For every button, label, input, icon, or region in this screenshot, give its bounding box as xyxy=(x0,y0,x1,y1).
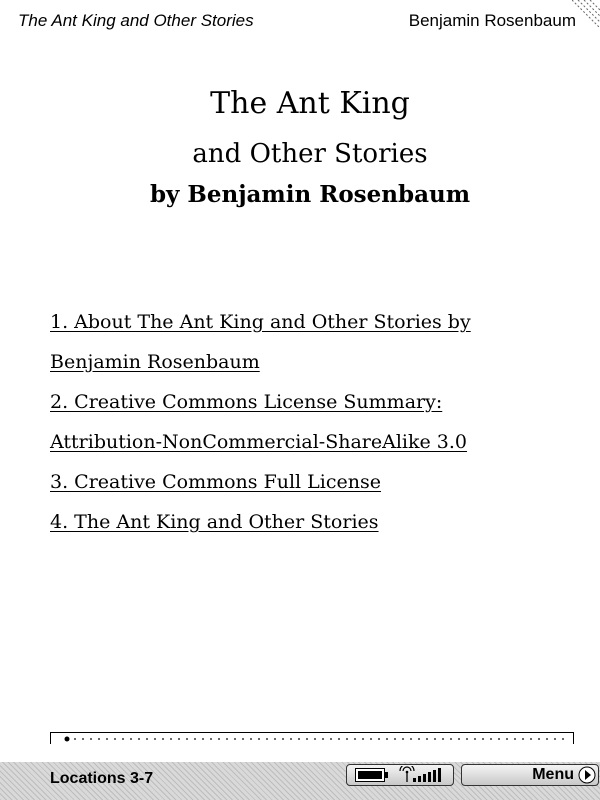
progress-track-dot xyxy=(354,738,356,740)
book-byline: by Benjamin Rosenbaum xyxy=(149,181,471,208)
progress-track-dot xyxy=(202,738,204,740)
table-of-contents xyxy=(50,302,570,542)
progress-track-dot xyxy=(170,738,172,740)
toc-link-stories[interactable] xyxy=(50,502,570,542)
progress-track-dot xyxy=(426,738,428,740)
book-title: The Ant King xyxy=(210,86,410,121)
toc-link-about-line2: Benjamin Rosenbaum xyxy=(50,351,260,373)
toc-link-stories-label: 4. The Ant King and Other Stories xyxy=(50,511,379,533)
menu-button[interactable] xyxy=(461,764,599,786)
toc-link-about[interactable] xyxy=(50,302,570,342)
progress-track-dot xyxy=(474,738,476,740)
locations-indicator: Locations 3-7 xyxy=(50,770,154,787)
progress-track-dot xyxy=(122,738,124,740)
progress-track-dot xyxy=(434,738,436,740)
progress-track-dot xyxy=(106,738,108,740)
progress-track-dot xyxy=(442,738,444,740)
progress-track-dot xyxy=(234,738,236,740)
progress-track-dot xyxy=(498,738,500,740)
progress-track-dot xyxy=(490,738,492,740)
device-status-indicator xyxy=(346,764,454,786)
progress-track-dot xyxy=(386,738,388,740)
progress-track-dot xyxy=(346,738,348,740)
toc-link-about-continued[interactable] xyxy=(50,342,570,382)
toc-link-license-summary-line1: 2. Creative Commons License Summary: xyxy=(50,391,443,413)
progress-track-dot xyxy=(394,738,396,740)
header-book-title: The Ant King and Other Stories xyxy=(18,11,254,30)
progress-track-dot xyxy=(194,738,196,740)
header-author: Benjamin Rosenbaum xyxy=(408,11,576,30)
toc-link-full-license-label: 3. Creative Commons Full License xyxy=(50,471,381,493)
progress-track-dot xyxy=(402,738,404,740)
toc-link-license-summary-continued[interactable] xyxy=(50,422,570,462)
progress-track-dot xyxy=(258,738,260,740)
progress-track-dot xyxy=(314,738,316,740)
progress-track-dot xyxy=(522,738,524,740)
progress-track-dot xyxy=(130,738,132,740)
book-subtitle: and Other Stories xyxy=(192,139,428,169)
progress-track-dot xyxy=(538,738,540,740)
progress-track-dot xyxy=(218,738,220,740)
progress-track-dot xyxy=(458,738,460,740)
menu-arrow-icon xyxy=(578,766,596,784)
progress-track-dot xyxy=(370,738,372,740)
progress-track-dot xyxy=(298,738,300,740)
progress-track-dot xyxy=(186,738,188,740)
wireless-signal-icon xyxy=(397,766,445,784)
progress-track-dot xyxy=(322,738,324,740)
progress-track-dot xyxy=(154,738,156,740)
page-corner-icon xyxy=(572,0,600,28)
progress-track-dot xyxy=(210,738,212,740)
progress-track-dot xyxy=(178,738,180,740)
toc-link-full-license[interactable] xyxy=(50,462,570,502)
progress-track-dot xyxy=(482,738,484,740)
progress-track-dot xyxy=(226,738,228,740)
progress-track-dot xyxy=(466,738,468,740)
progress-track-dot xyxy=(362,738,364,740)
progress-track-dot xyxy=(338,738,340,740)
progress-track-dot xyxy=(330,738,332,740)
progress-track-dot xyxy=(410,738,412,740)
toc-link-license-summary-line2: Attribution-NonCommercial-ShareAlike 3.0 xyxy=(50,431,467,453)
progress-track-dot xyxy=(530,738,532,740)
progress-track-dot xyxy=(274,738,276,740)
progress-track-dot xyxy=(554,738,556,740)
progress-track-dot xyxy=(146,738,148,740)
progress-track-dot xyxy=(250,738,252,740)
battery-icon xyxy=(355,768,389,782)
progress-track-dot xyxy=(82,738,84,740)
progress-track-dot xyxy=(90,738,92,740)
progress-track-dot xyxy=(546,738,548,740)
progress-track-dot xyxy=(138,738,140,740)
progress-track-dot xyxy=(74,738,76,740)
toc-link-about-line1: 1. About The Ant King and Other Stories by xyxy=(50,311,471,333)
progress-track-dot xyxy=(266,738,268,740)
progress-track-dot xyxy=(450,738,452,740)
progress-track-dot xyxy=(378,738,380,740)
reading-progress-bar[interactable] xyxy=(50,732,574,744)
progress-track-dot xyxy=(290,738,292,740)
progress-track-dot xyxy=(98,738,100,740)
progress-track-dot xyxy=(242,738,244,740)
progress-track-dot xyxy=(162,738,164,740)
progress-track-dot xyxy=(282,738,284,740)
menu-button-label: Menu xyxy=(532,766,574,783)
progress-track-dot xyxy=(514,738,516,740)
progress-track-dot xyxy=(306,738,308,740)
progress-track-dot xyxy=(506,738,508,740)
progress-position-marker xyxy=(65,737,70,742)
toc-link-license-summary[interactable] xyxy=(50,382,570,422)
progress-track-dot xyxy=(418,738,420,740)
progress-track-dot xyxy=(562,738,564,740)
progress-track-dot xyxy=(114,738,116,740)
